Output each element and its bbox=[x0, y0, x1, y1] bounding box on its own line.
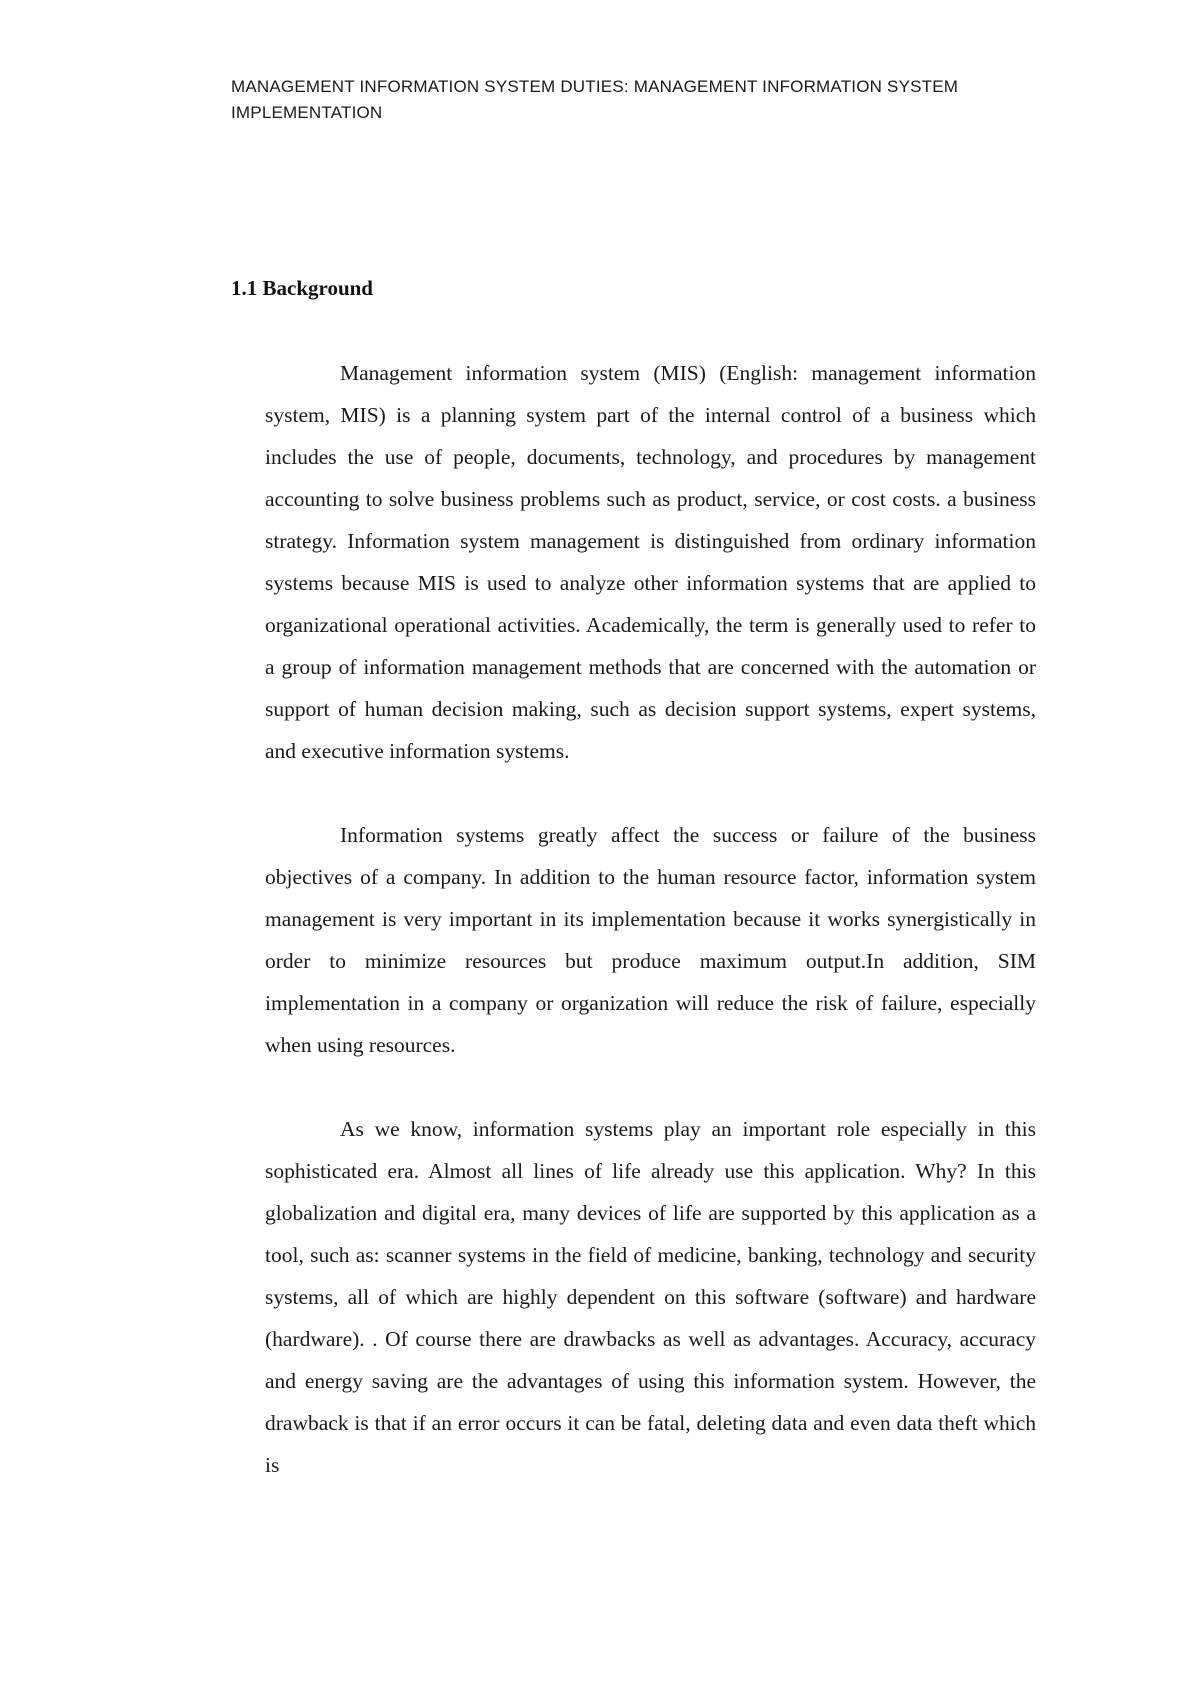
paragraph-1: Management information system (MIS) (English: management information system, MIS) is a planning system part of the internal control of a business which includes the use of people, documents, technology, and procedures by management accounting to solve business problems such as product, service, or cost costs. a business strategy. Information system management is distinguished from ordinary information systems because MIS is used to analyze other information systems that are applied to organizational operational activities. Academically, the term is generally used to refer to a group of information management methods that are concerned with the automation or support of human decision making, such as decision support systems, expert systems, and executive information systems. bbox=[265, 361, 1036, 763]
paragraph-3: As we know, information systems play an important role especially in this sophisticated era. Almost all lines of life already use this application. Why? In this globalization and digital era, many devices of life are supported by this application as a tool, such as: scanner systems in the field of medicine, banking, technology and security systems, all of which are highly dependent on this software (software) and hardware (hardware). . Of course there are drawbacks as well as advantages. Accuracy, accuracy and energy saving are the advantages of using this information system. However, the drawback is that if an error occurs it can be fatal, deleting data and even data theft which is bbox=[265, 1117, 1036, 1477]
running-header: MANAGEMENT INFORMATION SYSTEM DUTIES: MANAGEMENT INFORMATION SYSTEM IMPLEMENTATION bbox=[231, 77, 959, 122]
paragraph-2: Information systems greatly affect the success or failure of the business objectives of a company. In addition to the human resource factor, information system management is very important in its implementation because it works synergistically in order to minimize resources but produce maximum output.In addition, SIM implementation in a company or organization will reduce the risk of failure, especially when using resources. bbox=[265, 823, 1036, 1057]
section-heading: 1.1 Background bbox=[231, 276, 373, 300]
body-text bbox=[265, 352, 1036, 1486]
